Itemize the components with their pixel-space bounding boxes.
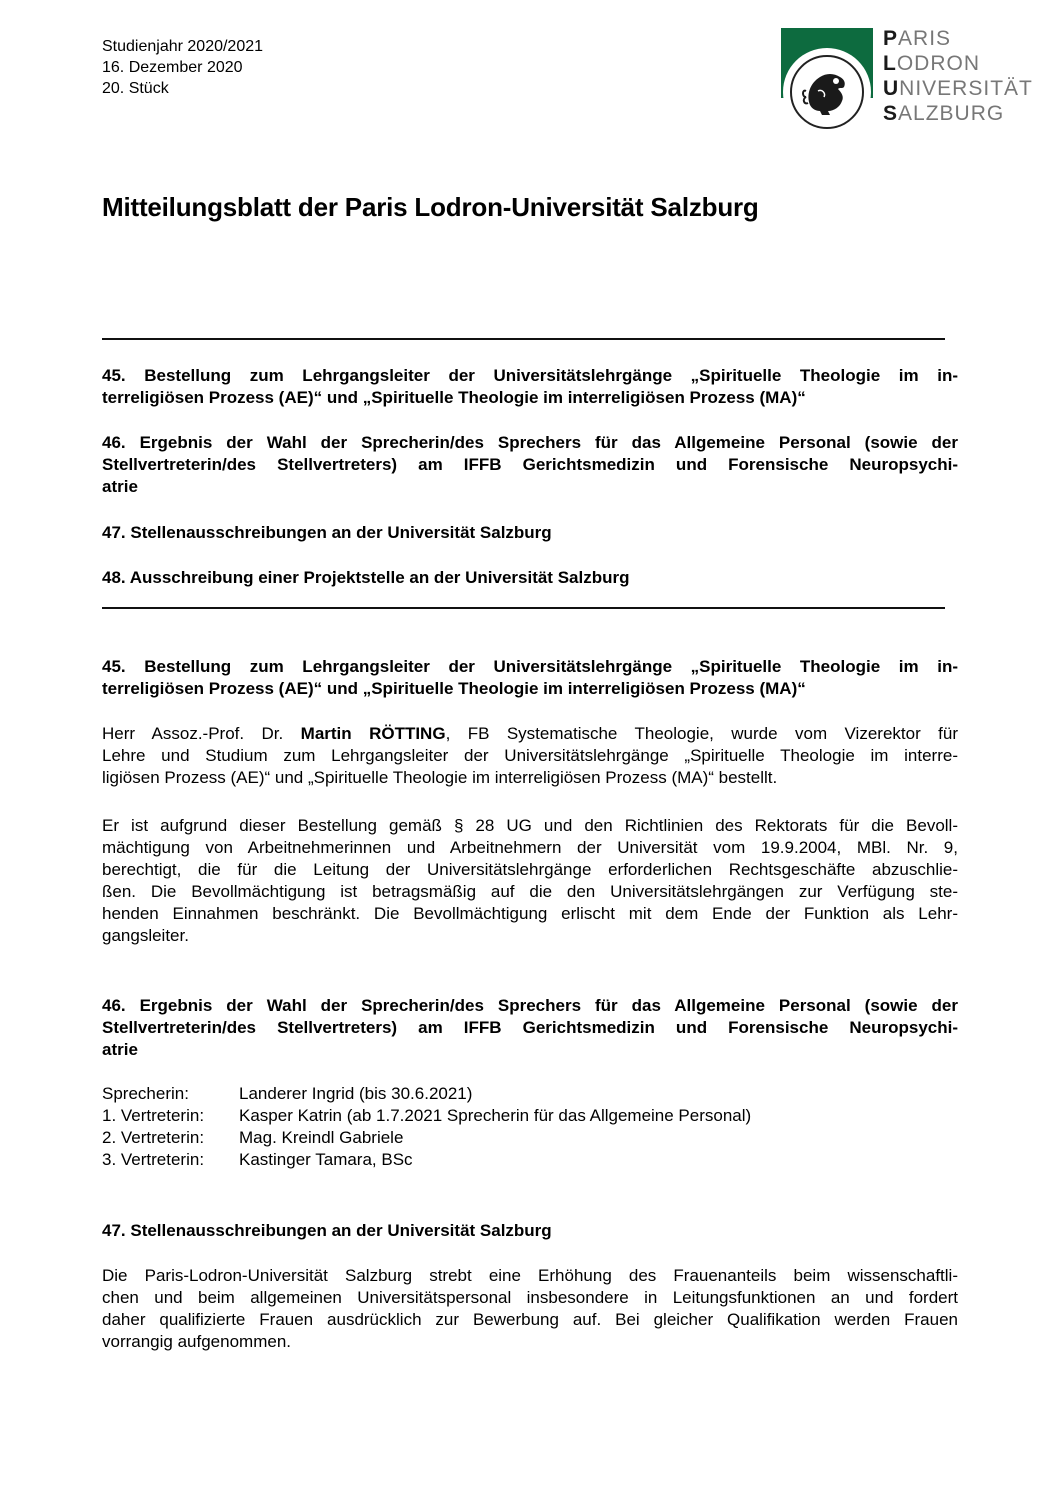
logo-line: UNIVERSITÄT (883, 77, 1033, 100)
lion-seal-icon (790, 55, 864, 129)
roster-role: Sprecherin: (102, 1084, 189, 1103)
roster-row (102, 1149, 751, 1171)
roster-name: Kastinger Tamara, BSc (239, 1150, 413, 1169)
toc-item-48: 48. Ausschreibung einer Projektstelle an der Universität Salzburg (102, 568, 630, 587)
roster-row (102, 1127, 751, 1149)
roster-role: 1. Vertreterin: (102, 1106, 205, 1125)
issue-date: 16. Dezember 2020 (102, 59, 243, 76)
roster-row (102, 1105, 751, 1127)
toc-item-45: 45. Bestellung zum Lehrgangsleiter der Universitätslehrgänge „Spirituelle Theologie im in- terreligiösen Prozess (AE)“ und „Spirituelle Theologie im interreligiösen Prozess (MA)“ (102, 366, 958, 407)
academic-year: Studienjahr 2020/2021 (102, 38, 264, 55)
toc-bottom-rule (102, 607, 945, 609)
logo-line: SALZBURG (883, 102, 1005, 125)
roster-name: Kasper Katrin (ab 1.7.2021 Sprecherin für das Allgemeine Personal) (239, 1106, 752, 1125)
issue-metadata (102, 36, 263, 99)
section-45-heading: 45. Bestellung zum Lehrgangsleiter der Universitätslehrgänge „Spirituelle Theologie im in- terreligiösen Prozess (AE)“ und „Spirituelle Theologie im interreligiösen Prozess (MA)“ (102, 657, 958, 698)
roster-row (102, 1083, 751, 1105)
roster-name: Landerer Ingrid (bis 30.6.2021) (239, 1084, 473, 1103)
toc-item-46: 46. Ergebnis der Wahl der Sprecherin/des Sprechers für das Allgemeine Personal (sowie der Stellvertreterin/des Stellvertreters) am IFFB Gerichtsmedizin und Forensische Neuropsychi- atrie (102, 433, 958, 496)
election-results-list (102, 1083, 751, 1171)
toc-top-rule (102, 338, 945, 340)
appointee-name: Martin RÖTTING (300, 724, 446, 743)
section-47-heading: 47. Stellenausschreibungen an der Universität Salzburg (102, 1221, 552, 1240)
section-45-paragraph-1: Herr Assoz.-Prof. Dr. Martin RÖTTING, FB Systematische Theologie, wurde vom Vizerektor für Lehre und Studium zum Lehrgangsleiter der Universitätslehrgänge „Spirituelle Theologie im interre- ligiösen Prozess (AE)“ und „Spirituelle Theologie im interreligiösen Prozess (MA)“ bestellt. (102, 724, 958, 787)
roster-role: 3. Vertreterin: (102, 1150, 205, 1169)
logo-wordmark (883, 26, 1033, 126)
section-46-heading: 46. Ergebnis der Wahl der Sprecherin/des Sprechers für das Allgemeine Personal (sowie der Stellvertreterin/des Stellvertreters) am IFFB Gerichtsmedizin und Forensische Neuropsychi- atrie (102, 996, 958, 1059)
section-45-paragraph-2: Er ist aufgrund dieser Bestellung gemäß § 28 UG und den Richtlinien des Rektorats für die Bevoll- mächtigung von Arbeitnehmerinnen und Arbeitnehmern der Universität vom 19.9.2004, MBl. Nr. 9, berechtigt, die für die Leitung der Universitätslehrgänge erforderlichen Rechtsgeschäfte abzuschlie- ßen. Die Bevollmächtigung ist betragsmäßig auf die den Universitätslehrgängen zur Verfügung ste- henden Einnahmen beschränkt. Die Bevollmächtigung erlischt mit dem Ende der Funktion als Lehr- gangsleiter. (102, 816, 958, 945)
section-47-paragraph-1: Die Paris-Lodron-Universität Salzburg strebt eine Erhöhung des Frauenanteils beim wissenschaftli- chen und beim allgemeinen Universitätspersonal insbesondere in Leitungsfunktionen an und fordert daher qualifizierte Frauen ausdrücklich zur Bewerbung auf. Bei gleicher Qualifikation werden Frauen vorrangig aufgenommen. (102, 1266, 958, 1351)
university-logo (781, 28, 1041, 128)
logo-line: LODRON (883, 52, 980, 75)
logo-line: PARIS (883, 27, 952, 50)
roster-role: 2. Vertreterin: (102, 1128, 205, 1147)
toc-item-47: 47. Stellenausschreibungen an der Universität Salzburg (102, 523, 552, 542)
issue-number: 20. Stück (102, 80, 169, 97)
roster-name: Mag. Kreindl Gabriele (239, 1128, 404, 1147)
document-title: Mitteilungsblatt der Paris Lodron-Universität Salzburg (102, 192, 759, 222)
